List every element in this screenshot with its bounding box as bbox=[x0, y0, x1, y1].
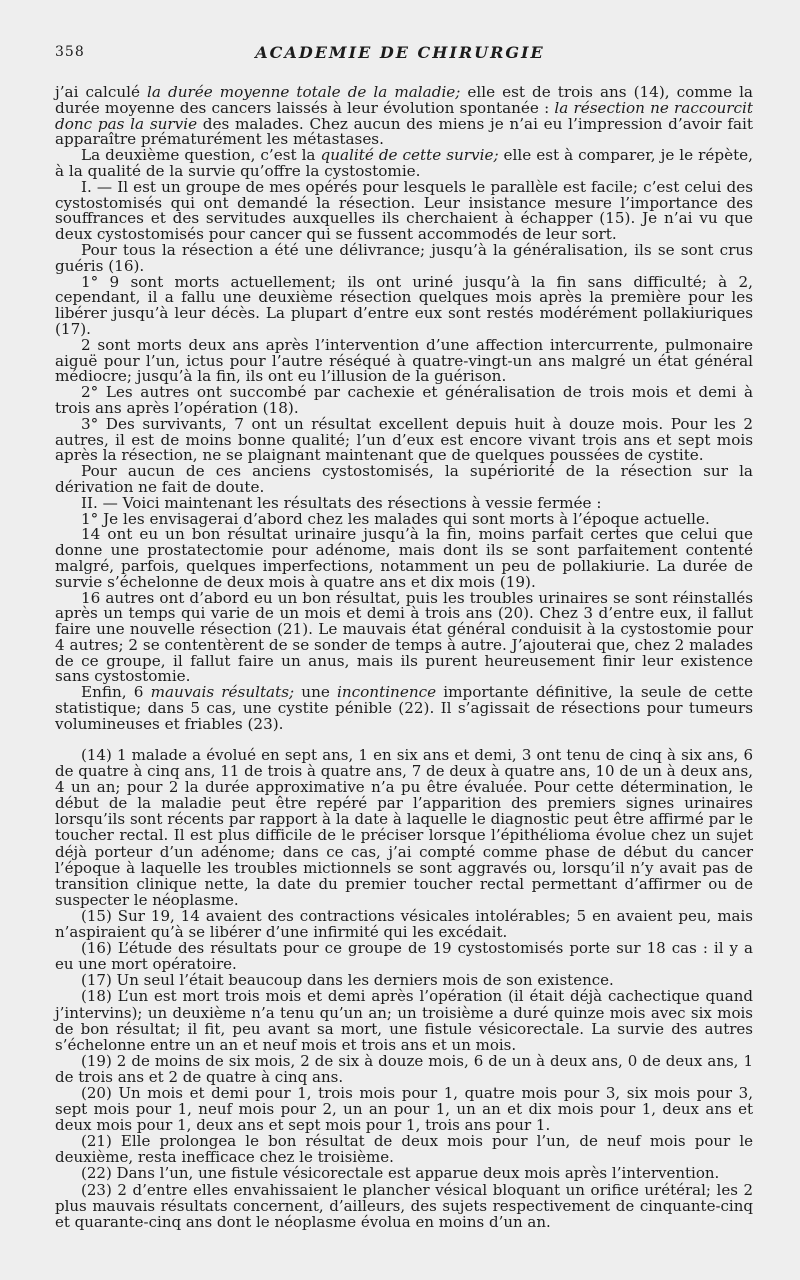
text-run: elle est à comparer, je le répète, à la qualité de la survie qu’offre la cystostomie. bbox=[55, 146, 754, 180]
paragraph: 3° Des survivants, 7 ont un résultat excellent depuis huit à douze mois. Pour les 2 autres, il est de moins bonne qualité; l’un d’eux est encore vivant trois ans et sept mois après la résection, ne se plaignant maintenant que de quelques poussées de cystite. bbox=[55, 414, 753, 465]
paragraph: 1° 9 sont morts actuellement; ils ont uriné jusqu’à la fin sans difficulté; à 2, cependant, il a fallu une deuxième résection quelques mois après la première pour les libérer jusqu’à leur décès. La plupart d’entre eux sont restés modérément pollakiuriques (17). bbox=[55, 272, 753, 338]
footnote: (23) 2 d’entre elles envahissaient le plancher vésical bloquant un orifice urétéral; les 2 plus mauvais résultats concernent, d’ailleurs, des sujets respectivement de cinquante-cinq et quarante-cinq ans dont le néoplasme évolua en moins d’un an. bbox=[55, 1180, 753, 1231]
italic-run: mauvais résultats; bbox=[150, 683, 295, 702]
paragraph: Pour tous la résection a été une délivrance; jusqu’à la généralisation, ils se sont crus guéris (16). bbox=[55, 240, 753, 275]
footnote: (19) 2 de moins de six mois, 2 de six à douze mois, 6 de un à deux ans, 0 de deux ans, 1 de trois ans et 2 de quatre à cinq ans. bbox=[55, 1051, 753, 1086]
footnote: (21) Elle prolongea le bon résultat de deux mois pour l’un, de neuf mois pour le deuxième, resta inefficace chez le troisième. bbox=[55, 1132, 753, 1167]
footnote: (22) Dans l’un, une fistule vésicorectale est apparue deux mois après l’intervention. bbox=[81, 1164, 720, 1183]
paragraph: 14 ont eu un bon résultat urinaire jusqu’à la fin, moins parfait certes que celui que donne une prostatectomie pour adénome, mais dont ils se sont parfaitement contenté malgré, parfois, quelques imperfections, notamment un peu de pollakiurie. La durée de survie s’échelonne de deux mois à quatre ans et dix mois (19). bbox=[55, 525, 753, 591]
page-header bbox=[55, 44, 745, 64]
page-number: 358 bbox=[55, 44, 85, 60]
text-run: j’ai calculé bbox=[55, 83, 148, 101]
running-head: ACADEMIE DE CHIRURGIE bbox=[255, 43, 545, 62]
paragraph: 1° Je les envisagerai d’abord chez les malades qui sont morts à l’époque actuelle. bbox=[81, 509, 710, 528]
text-run: des malades. Chez aucun des miens je n’ai eu l’impression d’avoir fait apparaître prématurément les métastases. bbox=[55, 114, 753, 149]
footnote: (14) 1 malade a évolué en sept ans, 1 en six ans et demi, 3 ont tenu de cinq à six ans, 6 de quatre à cinq ans, 11 de trois à quatre ans, 7 de deux à quatre ans, 10 de un à deux ans, 4 un an; pour 2 la durée approximative n’a pu être évaluée. Pour cette détermination, le début de la maladie peut être repéré par l’apparition des premiers signes urinaires lorsqu’ils sont récents par rapport à la date à laquelle le diagnostic peut être affirmé par le toucher rectal. Il est plus difficile de le préciser lorsque l’épithélioma évolue chez un sujet déjà porteur d’un adénome; dans ce cas, j’ai compté comme phase de début du cancer l’époque à laquelle les troubles mictionnels se sont aggravés ou, lorsqu’il n’y avait pas de transition clinique nette, la date du premier toucher rectal permettant d’affirmer ou de suspecter le néoplasme. bbox=[55, 746, 753, 909]
italic-run: qualité de cette survie; bbox=[320, 146, 499, 165]
paragraph: II. — Voici maintenant les résultats des résections à vessie fermée : bbox=[81, 493, 602, 512]
paragraph: 2 sont morts deux ans après l’intervention d’une affection intercurrente, pulmonaire aiguë pour l’un, ictus pour l’autre réséqué à quatre-vingt-un ans malgré un état général médiocre; jusqu’à la fin, ils ont eu l’illusion de la guérison. bbox=[55, 335, 753, 386]
paragraph bbox=[55, 685, 753, 732]
text-run: elle est de trois ans (14), comme la durée moyenne des cancers laissés à leur évolution spontanée : bbox=[55, 83, 753, 117]
text-run: La deuxième question, c’est la bbox=[81, 146, 321, 165]
paragraph: 2° Les autres ont succombé par cachexie et généralisation de trois mois et demi à trois ans après l’opération (18). bbox=[55, 383, 753, 417]
text-run: une bbox=[294, 683, 338, 702]
footnote: (15) Sur 19, 14 avaient des contractions vésicales intolérables; 5 en avaient peu, mais n’aspiraient qu’à se libérer d’une infirmité qui les excédait. bbox=[55, 906, 753, 942]
text-run: Enfin, 6 bbox=[81, 683, 151, 702]
italic-run: la durée moyenne totale de la maladie; bbox=[147, 83, 461, 101]
footnotes bbox=[55, 747, 753, 1230]
paragraph: 16 autres ont d’abord eu un bon résultat, puis les troubles urinaires se sont réinstallés après un temps qui varie de un mois et demi à trois ans (20). Chez 3 d’entre eux, il fallut faire une nouvelle résection (21). Le mauvais état général conduisit à la cystostomie pour 4 autres; 2 se contentèrent de se sonder de temps à autre. J’ajouterai que, chez 2 malades de ce groupe, il fallut faire un anus, mais ils purent heureusement finir leur existence sans cystostomie. bbox=[55, 588, 753, 686]
main-text bbox=[55, 85, 753, 733]
paragraph bbox=[55, 85, 753, 148]
footnote: (20) Un mois et demi pour 1, trois mois pour 1, quatre mois pour 3, six mois pour 3, sept mois pour 1, neuf mois pour 2, un an pour 1, un an et dix mois pour 1, deux ans et deux mois pour 1, deux ans et sept mois pour 1, trois ans pour 1. bbox=[55, 1083, 753, 1135]
footnote: (17) Un seul l’était beaucoup dans les derniers mois de son existence. bbox=[81, 971, 614, 990]
paragraph bbox=[55, 148, 753, 180]
footnote: (16) L’étude des résultats pour ce groupe de 19 cystostomisés porte sur 18 cas : il y a eu une mort opératoire. bbox=[55, 939, 753, 974]
italic-run: la résection ne raccourcit donc pas la survie bbox=[55, 98, 753, 133]
footnote: (18) L’un est mort trois mois et demi après l’opération (il était déjà cachectique quand j’intervins); un deuxième n’a tenu qu’un an; un troisième a duré quinze mois avec six mois de bon résultat; il fit, peu avant sa mort, une fistule vésicorectale. La survie des autres s’échelonne entre un an et neuf mois et trois ans et un mois. bbox=[55, 987, 753, 1054]
italic-run: incontinence bbox=[337, 683, 437, 702]
text-run: importante définitive, la seule de cette statistique; dans 5 cas, une cystite pénible (22). Il s’agissait de résections pour tumeurs volumineuses et friables (23). bbox=[55, 683, 753, 733]
paragraph: I. — Il est un groupe de mes opérés pour lesquels le parallèle est facile; c’est celui des cystostomisés qui ont demandé la résection. Leur insistance mesure l’importance des souffrances et des servitudes auxquelles ils cherchaient à échapper (15). Je n’ai vu que deux cystostomisés pour cancer qui se fussent accommodés de leur sort. bbox=[55, 177, 753, 244]
paragraph: Pour aucun de ces anciens cystostomisés, la supériorité de la résection sur la dérivation ne fait de doute. bbox=[55, 462, 753, 496]
